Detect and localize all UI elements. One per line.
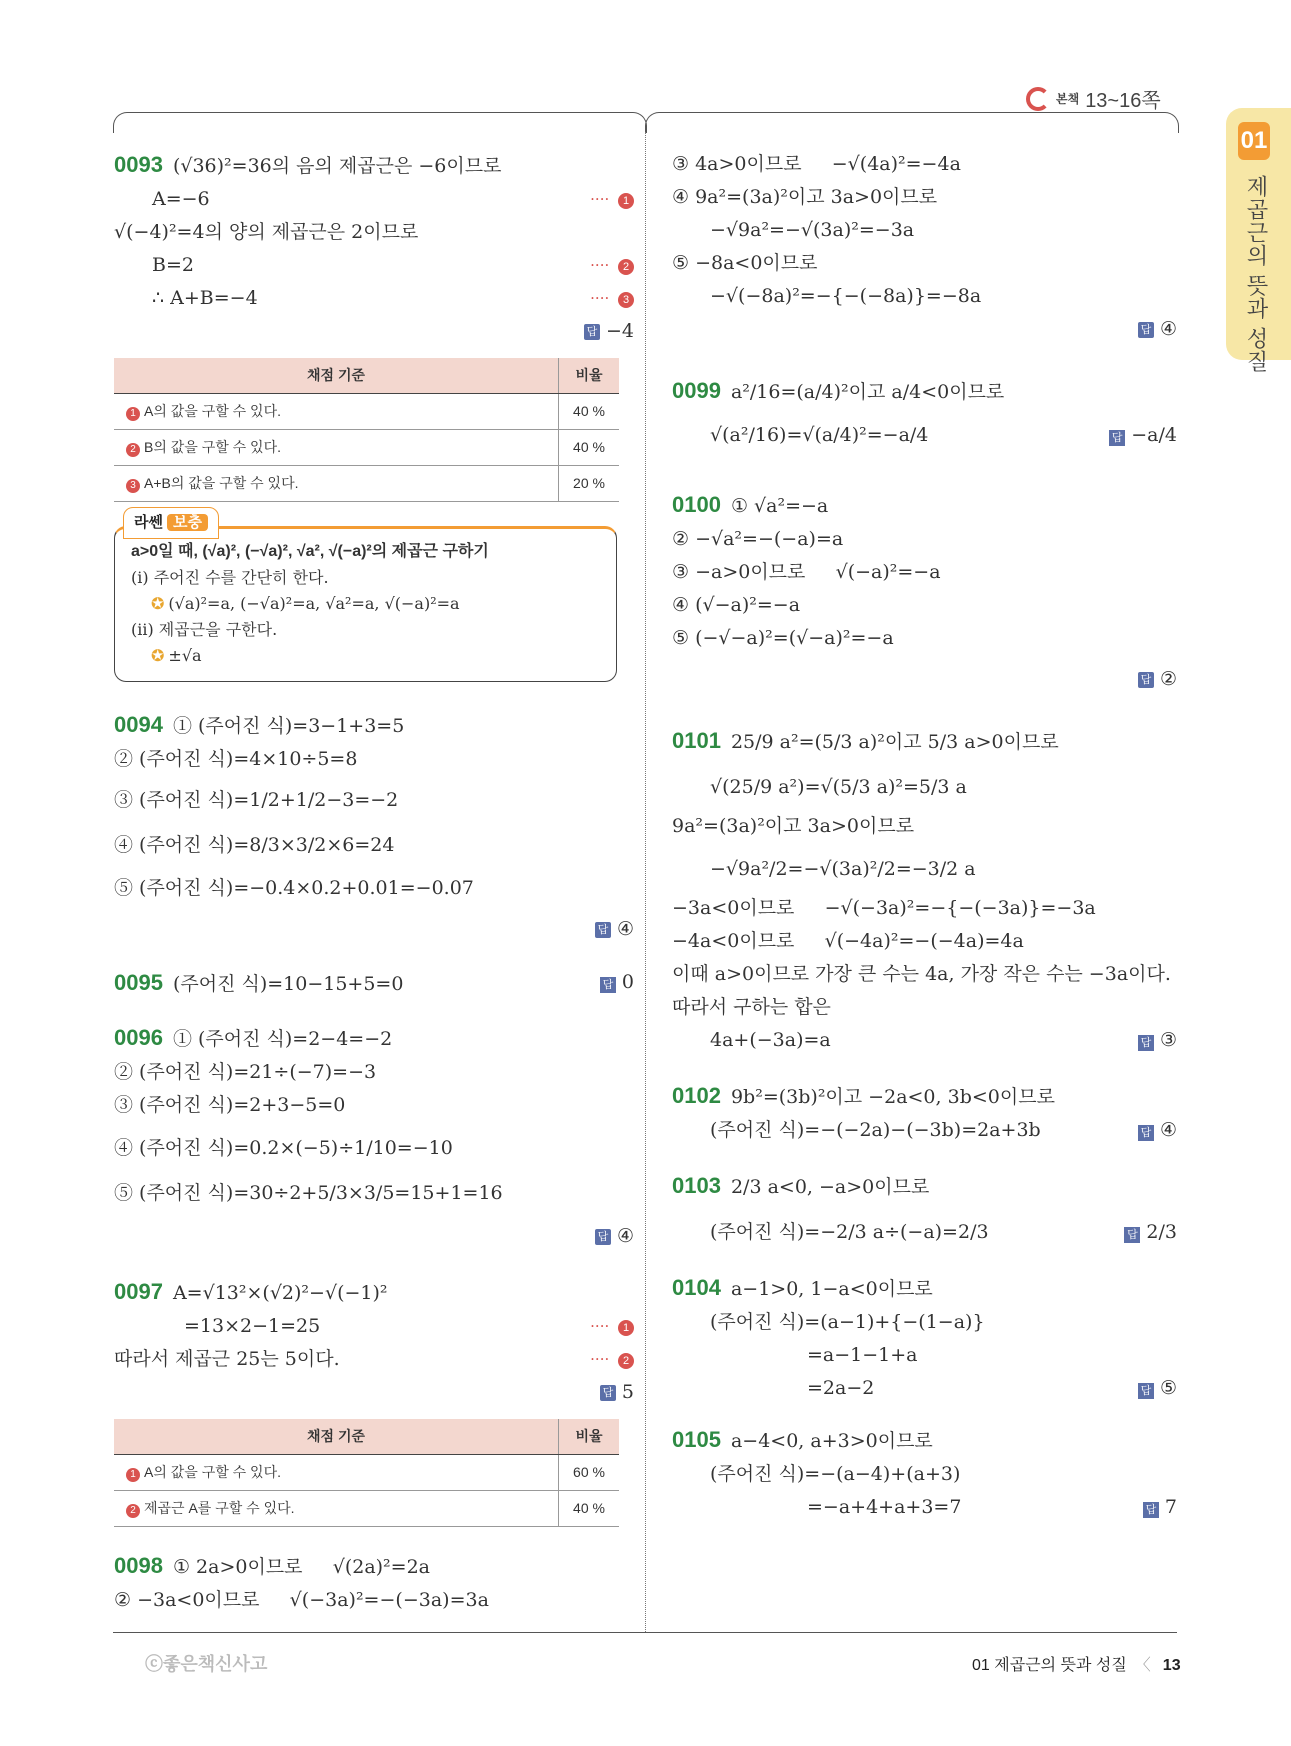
answer: 답 ④ — [672, 313, 1177, 346]
problem-number: 0096 — [114, 1025, 163, 1050]
solution-line: ③ −a>0이므로 √(−a)²=−a — [672, 561, 941, 583]
solution-line: ④ (주어진 식)=0.2×(−5)÷1/10=−10 — [114, 1137, 453, 1159]
solution-line: ④ (√−a)²=−a — [672, 594, 801, 616]
table-row: 1 A의 값을 구할 수 있다. 40 % — [114, 394, 619, 430]
page-reference — [1026, 84, 1161, 113]
problem-0104: 0104 a−1>0, 1−a<0이므로 (주어진 식)=(a−1)+{−(1−a)} =a−1−1+a =2a−2 답 ⑤ — [672, 1275, 1177, 1399]
problem-0100: 0100 ① √a²=−a ② −√a²=−(−a)=a ③ −a>0이므로 √(−a)²=−a ④ (√−a)²=−a ⑤ (−√−a)²=(√−a)²=−a 답 ② — [672, 488, 1177, 696]
solution-line: ⑤ (−√−a)²=(√−a)²=−a — [672, 627, 894, 649]
problem-number: 0105 — [672, 1427, 721, 1452]
solution-line: ③ (주어진 식)=1/2+1/2−3=−2 — [114, 789, 399, 811]
solution-line: =a−1−1+a — [807, 1344, 918, 1366]
solution-line: A=−6 — [152, 188, 210, 210]
supplement-line: (√a)²=a, (−√a)²=a, √a²=a, √(−a)²=a — [168, 594, 460, 613]
column-divider — [645, 132, 646, 1632]
solution-line: −3a<0이므로 −√(−3a)²=−{−(−3a)}=−3a — [672, 897, 1096, 919]
right-column-frame — [645, 112, 1179, 133]
problem-0093 — [114, 148, 634, 348]
problem-number: 0100 — [672, 492, 721, 517]
solution-line: 9a²=(3a)²이고 3a>0이므로 — [672, 815, 915, 837]
scoring-table — [114, 1419, 619, 1527]
problem-0102: 0102 9b²=(3b)²이고 −2a<0, 3b<0이므로 (주어진 식)=−(−2a)−(−3b)=2a+3b 답 ④ — [672, 1083, 1177, 1141]
book-label: 본책 — [1056, 92, 1080, 106]
step-marker: ···· 3 — [590, 282, 634, 315]
problem-number: 0097 — [114, 1279, 163, 1304]
solution-line: 이때 a>0이므로 가장 큰 수는 4a, 가장 작은 수는 −3a이다. — [672, 963, 1171, 985]
problem-0094: 0094 ① (주어진 식)=3−1+3=5 ② (주어진 식)=4×10÷5=8 ③ (주어진 식)=1/2+1/2−3=−2 ④ (주어진 식)=8/3×3/2×6=24 ⑤ (주어진 식)=−0.4×0.2+0.01=−0.07 답 ④ — [114, 708, 634, 946]
table-header: 비율 — [559, 1419, 620, 1455]
footer-page-info — [972, 1652, 1181, 1675]
solution-line: ⑤ (주어진 식)=−0.4×0.2+0.01=−0.07 — [114, 877, 474, 899]
solution-line: ④ 9a²=(3a)²이고 3a>0이므로 — [672, 186, 938, 208]
solution-line: (주어진 식)=−(a−4)+(a+3) — [710, 1463, 961, 1485]
left-column-frame — [113, 112, 647, 133]
answer: 답 −4 — [114, 315, 634, 348]
problem-number: 0098 — [114, 1553, 163, 1578]
problem-0096: 0096 ① (주어진 식)=2−4=−2 ② (주어진 식)=21÷(−7)=−3 ③ (주어진 식)=2+3−5=0 ④ (주어진 식)=0.2×(−5)÷1/10=−10 ⑤ (주어진 식)=30÷2+5/3×3/5=15+1=16 답 ④ — [114, 1021, 634, 1253]
solution-line: √(−4)²=4의 양의 제곱근은 2이므로 — [114, 221, 419, 243]
supplement-box — [114, 514, 617, 682]
problem-0105: 0105 a−4<0, a+3>0이므로 (주어진 식)=−(a−4)+(a+3) =−a+4+a+3=7 답 7 — [672, 1427, 1177, 1518]
solution-line: −√9a²/2=−√(3a)²/2=−3/2 a — [710, 858, 976, 880]
problem-number: 0104 — [672, 1275, 721, 1300]
solution-line: ⑤ −8a<0이므로 — [672, 252, 818, 274]
problem-0103: 0103 2/3 a<0, −a>0이므로 (주어진 식)=−2/3 a÷(−a)=2/3 답 2/3 — [672, 1173, 1177, 1243]
step-marker: ···· 1 — [590, 183, 634, 216]
answer: 답 ② — [672, 663, 1177, 696]
table-header: 채점 기준 — [114, 358, 559, 394]
problem-number: 0093 — [114, 152, 163, 177]
table-row: 1 A의 값을 구할 수 있다. 60 % — [114, 1455, 619, 1491]
solution-line: (주어진 식)=(a−1)+{−(1−a)} — [710, 1311, 985, 1333]
supplement-tag: 라쎈 보충 — [123, 507, 219, 539]
solution-line: ⑤ (주어진 식)=30÷2+5/3×3/5=15+1=16 — [114, 1182, 503, 1204]
table-header: 비율 — [559, 358, 620, 394]
publisher-watermark: ⓒ좋은책신사고 — [145, 1654, 268, 1674]
table-header: 채점 기준 — [114, 1419, 559, 1455]
problem-number: 0102 — [672, 1083, 721, 1108]
left-column — [114, 148, 634, 1617]
solution-line: ③ (주어진 식)=2+3−5=0 — [114, 1094, 346, 1116]
supplement-line: ±√a — [168, 646, 202, 665]
problem-0097: 0097 A=√13²×(√2)²−√(−1)² =13×2−1=25 ···· 1 따라서 제곱근 25는 5이다. ···· 2 답 5 — [114, 1275, 634, 1409]
table-row: 3 A+B의 값을 구할 수 있다. 20 % — [114, 466, 619, 502]
problem-0095: 0095 (주어진 식)=10−15+5=0 답 0 — [114, 970, 634, 995]
page-range: 13~16쪽 — [1085, 90, 1161, 112]
footer-chapter: 01 제곱근의 뜻과 성질 — [972, 1657, 1127, 1674]
supplement-title: a>0일 때, (√a)², (−√a)², √a², √(−a)²의 제곱근 구하기 — [131, 543, 489, 560]
solution-line: −√(−8a)²=−{−(−8a)}=−8a — [710, 285, 982, 307]
table-row: 2 B의 값을 구할 수 있다. 40 % — [114, 430, 619, 466]
page-number: 13 — [1162, 1657, 1181, 1674]
reference-arrow-icon — [1026, 87, 1050, 111]
solution-line: 따라서 구하는 합은 — [672, 996, 831, 1018]
problem-number: 0101 — [672, 728, 721, 753]
right-column — [672, 148, 1177, 1524]
solution-line: B=2 — [152, 254, 194, 276]
solution-line: −4a<0이므로 √(−4a)²=−(−4a)=4a — [672, 930, 1024, 952]
bullet-icon: ✪ — [151, 594, 165, 613]
step-marker: ···· 2 — [590, 249, 634, 282]
problem-number: 0099 — [672, 378, 721, 403]
solution-line: −√9a²=−√(3a)²=−3a — [710, 219, 915, 241]
bullet-icon: ✪ — [151, 646, 165, 665]
problem-number: 0095 — [114, 970, 163, 995]
solution-line: √(25/9 a²)=√(5/3 a)²=5/3 a — [710, 776, 967, 798]
step-marker: ···· 2 — [590, 1343, 634, 1376]
footer-rule — [113, 1632, 1177, 1633]
problem-0098-continued — [672, 148, 1177, 346]
chapter-title: 제곱근의 뜻과 성질 — [1244, 175, 1269, 374]
problem-0099: 0099 a²/16=(a/4)²이고 a/4<0이므로 √(a²/16)=√(a/4)²=−a/4 답 −a/4 — [672, 378, 1177, 446]
problem-0101: 0101 25/9 a²=(5/3 a)²이고 5/3 a>0이므로 √(25/9 a²)=√(5/3 a)²=5/3 a 9a²=(3a)²이고 3a>0이므로 −√9a²/2=−√(3a)²/2=−3/2 a −3a<0이므로 −√(−3a)²=−{−(−3a)}=−3a −4a<0이므로 √(−4a)²=−(−4a)=4a 이때 a>0이므로 가장 큰 수는 4a, 가장 작은 수는 −3a이다. 따라서 구하는 합은 4a+(−3a)=a 답 ③ — [672, 728, 1177, 1051]
scoring-table — [114, 358, 619, 502]
chapter-number: 01 — [1238, 122, 1270, 160]
solution-line: (√36)²=36의 음의 제곱근은 −6이므로 — [172, 155, 502, 177]
supplement-line: (ⅱ) 제곱근을 구한다. — [131, 620, 278, 639]
problem-number: 0094 — [114, 712, 163, 737]
answer-icon: 답 — [584, 324, 600, 340]
solution-line: ③ 4a>0이므로 −√(4a)²=−4a — [672, 153, 961, 175]
solution-line: ② −3a<0이므로 √(−3a)²=−(−3a)=3a — [114, 1589, 489, 1611]
answer: 답 5 — [114, 1376, 634, 1409]
answer: 답 ④ — [114, 913, 634, 946]
problem-0098: 0098 ① 2a>0이므로 √(2a)²=2a ② −3a<0이므로 √(−3a)²=−(−3a)=3a — [114, 1549, 634, 1617]
solution-line: ∴ A+B=−4 — [152, 287, 258, 309]
answer: 답 ④ — [114, 1220, 634, 1253]
problem-number: 0103 — [672, 1173, 721, 1198]
solution-line: ② −√a²=−(−a)=a — [672, 528, 844, 550]
chevron-left-icon: 〈 — [1134, 1657, 1151, 1674]
step-marker: ···· 1 — [590, 1310, 634, 1343]
supplement-line: (ⅰ) 주어진 수를 간단히 한다. — [131, 568, 329, 587]
solution-line: ④ (주어진 식)=8/3×3/2×6=24 — [114, 834, 395, 856]
solution-line: ② (주어진 식)=4×10÷5=8 — [114, 748, 358, 770]
table-row: 2 제곱근 A를 구할 수 있다. 40 % — [114, 1491, 619, 1527]
solution-line: ② (주어진 식)=21÷(−7)=−3 — [114, 1061, 377, 1083]
